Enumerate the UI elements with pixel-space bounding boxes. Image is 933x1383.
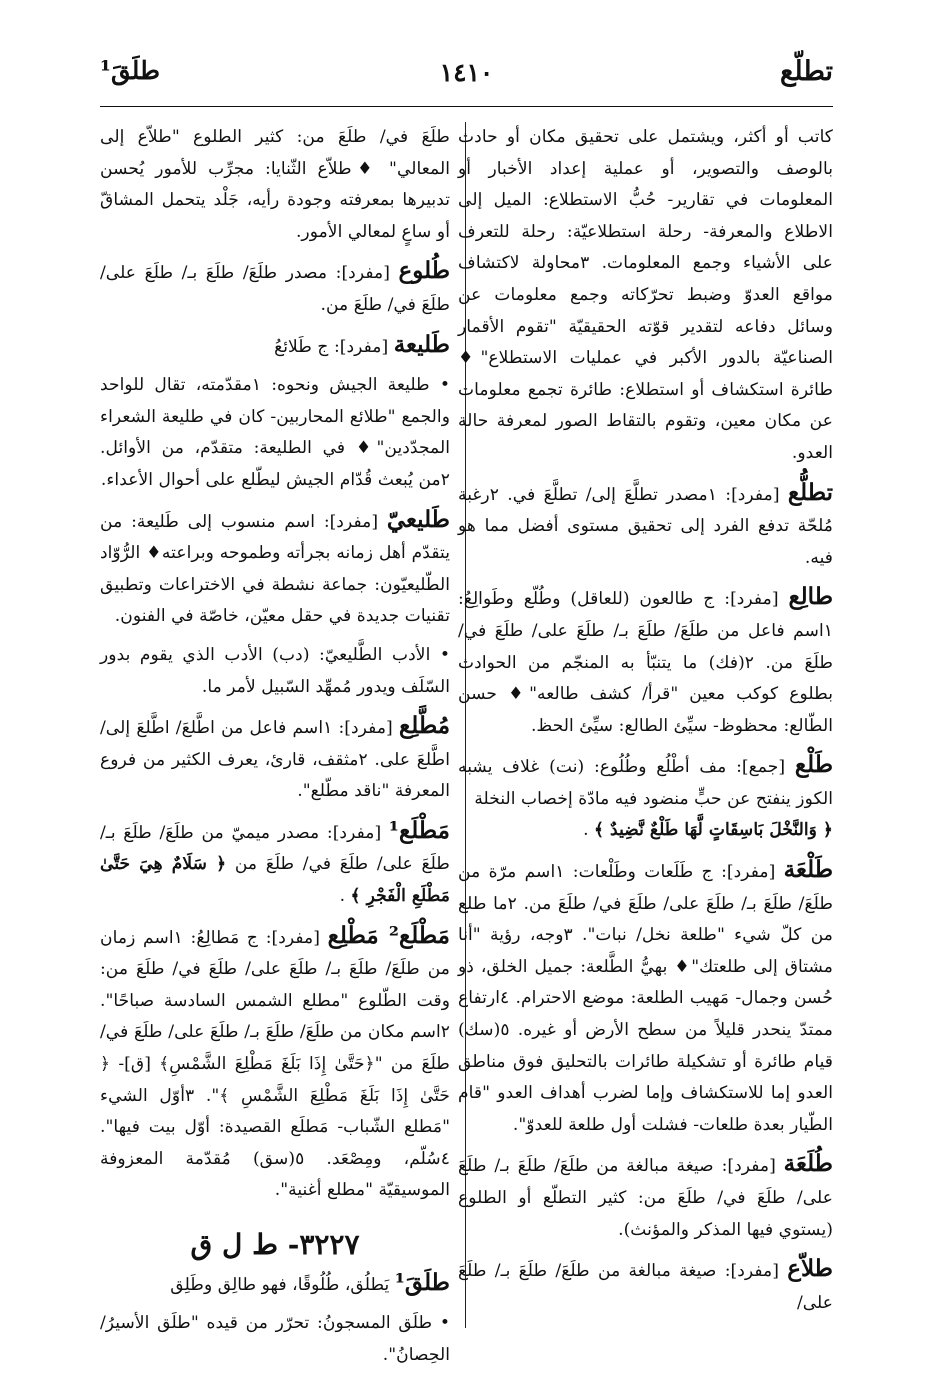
- entry-headword: مَطْلَع² مَطْلِع: [327, 921, 450, 949]
- entry-text: [مفرد]: ج طالعون (للعاقل) وطُلّع وطَوالِعُ: ١اسم فاعل من طلَعَ/ طلَعَ بـ/ طلَعَ على/ طلَعَ في/ طلَعَ من. ٢(فك) ما يتنبّأ به المنجّم من الحوادث بطلوع كوكب معين "قرأ/ كشف طالعه"♦ حسن الطّالع: محظوظ- سيِّئ الطالع: سيِّئ الحظ.: [458, 589, 834, 736]
- entry-text: • طلَق المسجونُ: تحرّر من قيده "طلَق الأسيرُ/ الحِصانُ".: [100, 1313, 450, 1365]
- dictionary-entry: [100, 920, 450, 1207]
- right-column: [458, 122, 833, 1326]
- entry-text: • طليعة الجيش ونحوه: ١مقدّمته، تقال للواحد والجمع "طلائع المحاربين- كان في طليعة الشعراء المجدّدين"♦ في الطليعة: متقدّم، من الأوائل. ٢من يُبعث قُدّام الجيش ليطّلع على أحوال الأعداء.: [100, 375, 450, 490]
- page-header: [100, 56, 833, 96]
- guide-word-left: طلَقَ¹: [100, 56, 160, 85]
- entry-text: [جمع]: مف أطْلُع وطُلُوع: (نت) غلاف يشبه الكوز ينفتح عن حبٍّ منضود فيه مادّة إخصاب النخلة: [458, 757, 833, 809]
- sub-entry: [100, 640, 450, 703]
- entry-text: [مفرد]: اسم منسوب إلى طَليعة: من يتقدّم أهل زمانه بجرأته وطموحه وبراعته♦ الرُّوّاد الطّليعيّون: جماعة نشطة في الاختراعات وتطبيق تقنيات جديدة في حقل معيّن، خاصّة في الفنون.: [100, 511, 450, 627]
- entry-text: [مفرد]: صيغة مبالغة من طلَعَ/ طلَعَ بـ/ طلَعَ على/ طلَعَ في/ طلَعَ من: كثير التطلّع أو الطلوع (يستوي فيها المذكر والمؤنث).: [458, 1156, 833, 1240]
- quran-quote: ﴿ وَالنَّخْلَ بَاسِقَاتٍ لَّهَا طَلْعٌ نَّضِيدٌ ﴾: [594, 820, 833, 841]
- dictionary-entry: [458, 122, 833, 470]
- dictionary-entry: [458, 477, 833, 575]
- entry-headword: طَلْع: [794, 751, 834, 779]
- entry-text: [مفرد]: ج مَطالِعُ: ١اسم زمان من طلَعَ/ طلَعَ بـ/ طلَعَ على/ طلَعَ في/ طلَعَ من: وقت الطّلوع "مطلع الشمس السادسة صباحًا". ٢اسم مكان من طلَعَ/ طلَعَ بـ/ طلَعَ على/ طلَعَ في/ طلَعَ من "﴿حَتَّىٰ إِذَا بَلَغَ مَطْلِعَ الشَّمْسِ﴾ [ق]- ﴿ حَتَّىٰ إِذَا بَلَغَ مَطْلِعَ الشَّمْسِ ﴾". ٣أوّل الشيء "مَطلع الشّباب- مَطلَع القصيدة: أوّل بيت فيها". ٤سُلّم، ومِصْعَد. ٥(سق) مُقدّمة المعزوفة الموسيقيّة "مطلع أغنية".: [100, 927, 450, 1201]
- entry-text: [مفرد]: ١اسم فاعل من اطَّلعَ/ اطَّلعَ إلى/ اطَّلعَ على. ٢مثقف، قارئ، يعرف الكثير من فروع المعرفة "ناقد مطّلع".: [100, 718, 450, 802]
- entry-headword: مَطْلَع¹: [388, 816, 450, 844]
- entry-text: طلَعَ في/ طلَعَ من: كثير الطلوع "طلاّع إلى المعالي" ♦طلاّع الثّنايا: مجرِّب للأمور يُحسن تدبيرها بمعرفته وجودة رأيه، جَلْد يتحمل المشاقّ أو ساعٍ لمعالي الأمور.: [100, 127, 450, 242]
- entry-headword: طلَقَ¹: [394, 1268, 450, 1296]
- dictionary-entry: [100, 815, 450, 913]
- entry-text: [مفرد]: ج طَلائعُ: [274, 336, 389, 357]
- entry-text: [مفرد]: مصدر طلَعَ/ طلَعَ بـ/ طلَعَ على/ طلَعَ في/ طلَعَ من.: [100, 263, 450, 315]
- quote-end: .: [583, 820, 589, 841]
- dictionary-entry: [458, 1148, 833, 1246]
- entry-headword: طَليعيّ: [386, 505, 450, 533]
- entry-text: [مفرد]: صيغة مبالغة من طلَعَ/ طلَعَ بـ/ طلَعَ على/: [458, 1261, 833, 1313]
- page-number: ١٤١٠: [439, 58, 494, 87]
- sub-entry: [100, 370, 450, 496]
- entry-text: • الأدب الطَّليعيّ: (دب) الأدب الذي يقوم بدور السّلَف ويدور مُمهِّد السّبيل لأمر ما.: [100, 644, 450, 697]
- dictionary-entry: [100, 504, 450, 633]
- entry-headword: طُلَعَة: [783, 1150, 833, 1178]
- entry-headword: مُطَّلِع: [398, 712, 451, 740]
- entry-text: [مفرد]: ١مصدر تطلَّعَ إلى/ تطلَّعَ في. ٢رغبة مُلحّة تدفع الفرد إلى تحقيق مستوى أفضل مما هو فيه.: [458, 484, 833, 568]
- entry-text: [مفرد]: ج طَلَعات وطَلْعات: ١اسم مرّة من طلَعَ/ طلَعَ بـ/ طلَعَ على/ طلَعَ في/ طلَعَ من. ٢ما طلع من كلّ شيء "طلعة نخل/ نبات". ٣وجه، رؤية "أنا مشتاق إلى طلعتك"♦ بهيُّ الطَّلعة: جميل الخلق، ذو حُسن وجمال- مَهيب الطلعة: موضع الاحترام. ٤ارتفاع ممتدّ ينحدر قليلاً من سطح الأرض أو غيره. ٥(سك) قيام طائرة أو تشكيلة طائرات بالتحليق فوق مناطق العدو إما للاستكشاف وإما لضرب أهداف العدو "قام الطّيار بعدة طلعات- فشلت أول طلعة للعدوّ".: [458, 862, 833, 1135]
- dictionary-entry: [458, 749, 833, 815]
- left-column: [100, 122, 450, 1378]
- entry-headword: طالِع: [788, 583, 833, 611]
- dictionary-entry: [458, 581, 833, 742]
- entry-headword: طَلْعَة: [783, 856, 834, 884]
- dictionary-entry: [100, 1267, 450, 1302]
- entry-headword: طلاّع: [787, 1255, 833, 1283]
- guide-word-right: تطلّع: [780, 56, 833, 87]
- dictionary-entry: [100, 329, 450, 364]
- dictionary-entry: [100, 710, 450, 808]
- entry-text: يَطلُق، طُلُوقًا، فهو طالِق وطَلِق: [170, 1274, 390, 1295]
- quran-quote-line: [458, 815, 833, 847]
- dictionary-entry: [458, 854, 833, 1141]
- sub-entry: [100, 1308, 450, 1371]
- header-rule: [100, 106, 833, 107]
- entry-text: [مفرد]: مصدر ميميّ من طلَعَ/ طلَعَ بـ/ طلَعَ على/ طلَعَ في/ طلَعَ من: [100, 822, 450, 875]
- dictionary-entry: [458, 1253, 833, 1319]
- entry-headword: تطلُّع: [787, 478, 834, 506]
- entry-headword: طَليعة: [393, 330, 450, 358]
- quran-quote: ﴿ سَلَامٌ هِيَ حَتَّىٰ مَطْلَعِ الْفَجْرِ ﴾: [100, 854, 450, 907]
- dictionary-entry: [100, 255, 450, 321]
- dictionary-entry: [100, 122, 450, 248]
- entry-headword: طُلوع: [398, 257, 451, 285]
- quote-end: .: [339, 886, 346, 907]
- entry-text: كاتب أو أكثر، ويشتمل على تحقيق مكان أو حادث بالوصف والتصوير، أو عملية إعداد الأخبار أو المعلومات في تقارير- حُبُّ الاستطلاع: الميل إلى الاطلاع والمعرفة- رحلة استطلاعيّة: رحلة للتعرف على الأشياء وجمع المعلومات. ٣محاولة لاكتشاف مواقع العدوّ وضبط تحرّكاته وجمع معلومات عن وسائل دفاعه لتقدير قوّته الحقيقيّة "تقوم الأقمار الصناعيّة بالدور الأكبر في عمليات الاستطلاع"♦ طائرة استكشاف أو استطلاع: طائرة تجمع معلومات عن مكان معين، وتقوم بالتقاط الصور لمعرفة حالة العدو.: [458, 127, 834, 463]
- root-heading: ٣٢٢٧- ط ل ق: [190, 1228, 360, 1261]
